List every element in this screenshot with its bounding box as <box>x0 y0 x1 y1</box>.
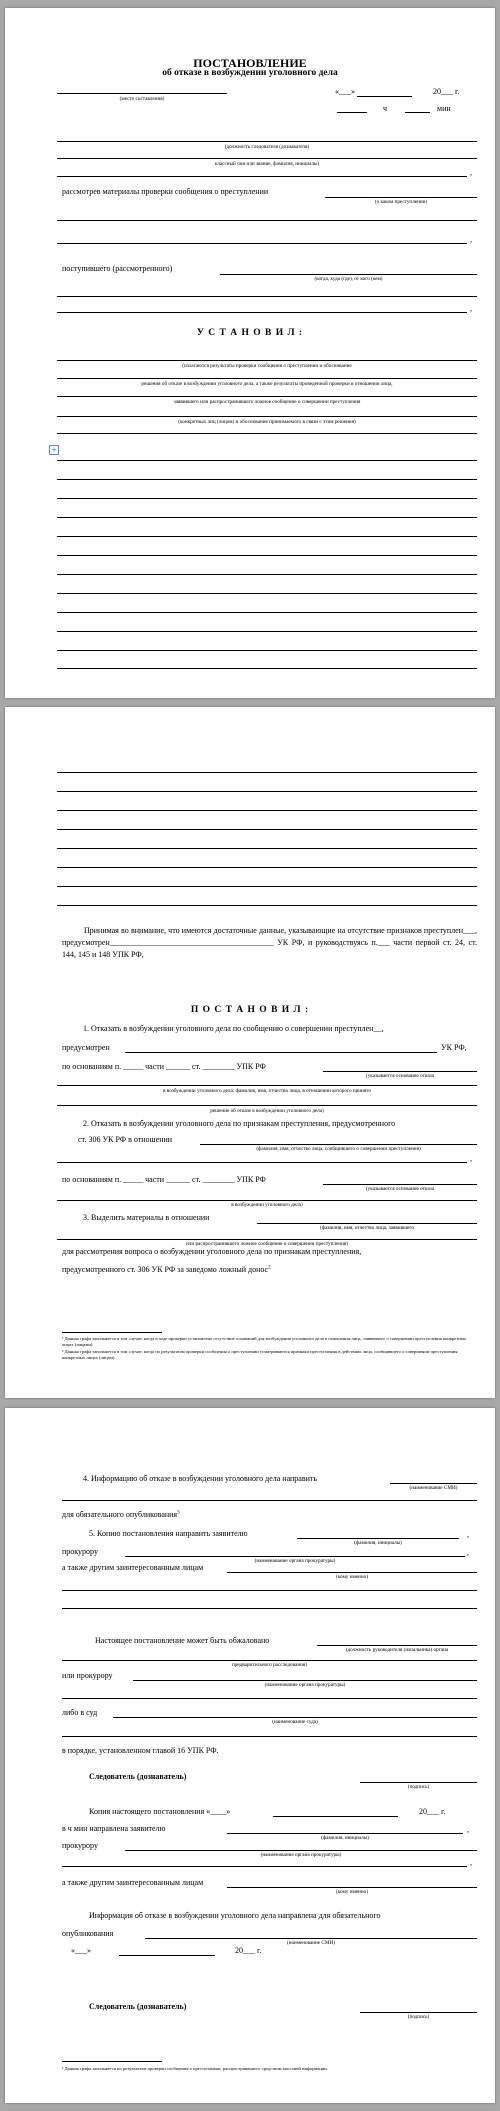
grounds-1: по основаниям п. _____ части ______ ст. ________ УПК РФ <box>62 1062 266 1071</box>
received-line-3[interactable] <box>57 312 467 313</box>
refusal-line[interactable] <box>57 1200 477 1201</box>
result-line-16[interactable] <box>57 650 477 651</box>
grounds-2: по основаниям п. _____ части ______ ст. ________ УПК РФ <box>62 1175 266 1184</box>
grounds-line[interactable] <box>323 1071 477 1072</box>
result-line-8[interactable] <box>57 498 477 499</box>
result-line-15[interactable] <box>57 631 477 632</box>
signature-caption-2: (подпись) <box>407 2014 430 2020</box>
comma: , <box>470 304 472 313</box>
minute-line[interactable] <box>405 112 430 113</box>
result-line-10[interactable] <box>57 536 477 537</box>
comma: , <box>467 1548 469 1557</box>
grounds-line-2[interactable] <box>323 1184 477 1185</box>
prelim-line[interactable] <box>62 1660 477 1661</box>
footnote-separator-3 <box>62 2061 162 2062</box>
provided-label: предусмотрен <box>62 1043 110 1052</box>
page-3 <box>5 1408 495 2103</box>
court-caption: (наименование суда) <box>272 1719 318 1725</box>
info-sent-label: Информация об отказе в возбуждении уголовного дела направлена для обязательного <box>89 1911 381 1920</box>
copy-sent-label: Копия настоящего постановления «____» <box>89 1807 231 1816</box>
item-3-article-text: предусмотренного ст. 306 УК РФ за заведомо ложный донос <box>62 1265 269 1274</box>
rank-line[interactable] <box>57 158 477 159</box>
person-caption-2: (фамилия, имя, отчество лица, заявившего <box>320 1225 414 1231</box>
date-day: «___» <box>335 87 355 96</box>
copy-others-line[interactable] <box>227 1887 477 1888</box>
cont-line-1[interactable] <box>57 772 477 773</box>
established-heading: У С Т А Н О В И Л : <box>196 328 304 338</box>
others-line-3[interactable] <box>62 1608 477 1609</box>
minute-label: мин <box>437 104 451 113</box>
item-5: 5. Копию постановления направить заявителю <box>89 1529 248 1538</box>
comma: , <box>470 1858 472 1867</box>
decision-caption: решение об отказе в возбуждении уголовного дела) <box>210 1108 324 1114</box>
page-1 <box>5 8 495 698</box>
received-line[interactable] <box>220 274 477 275</box>
others-label-2: а также другим заинтересованным лицам <box>62 1878 204 1887</box>
cont-line-7[interactable] <box>57 886 477 887</box>
instruction-2: решения об отказе в возбуждении уголовного дела, а также результаты проведенной проверки в отношении лица, <box>141 381 393 387</box>
published-label: опубликования <box>62 1929 114 1938</box>
or-prosecutor-caption: (наименование органа прокуратуры) <box>264 1682 346 1688</box>
result-line-7[interactable] <box>57 479 477 480</box>
crime-line-2[interactable] <box>57 220 477 221</box>
uk-label: УК РФ, <box>441 1043 467 1052</box>
person-line-3[interactable] <box>257 1223 477 1224</box>
comma: , <box>467 1825 469 1834</box>
item-4: 4. Информацию об отказе в возбуждении уголовного дела направить <box>83 1474 318 1483</box>
publish-label <box>62 1510 180 1519</box>
appeal-label: Настоящее постановление может быть обжаловано <box>95 1636 270 1645</box>
media-sent-caption: (наименование СМИ) <box>287 1940 335 1946</box>
result-line-1[interactable] <box>57 360 477 361</box>
result-line-5[interactable] <box>57 433 477 434</box>
instruction-4: (конкретных лиц (лицом) и обоснование принимаемого в связи с этим решения) <box>178 419 356 425</box>
instruction-1: (излагаются результаты проверки сообщения о преступлении и обоснование <box>182 363 352 369</box>
cont-line-3[interactable] <box>57 810 477 811</box>
name-line[interactable] <box>57 176 467 177</box>
person-line-2[interactable] <box>57 1162 467 1163</box>
document-title: ПОСТАНОВЛЕНИЕ <box>193 56 307 70</box>
others-line[interactable] <box>227 1572 477 1573</box>
prosecutor-label: прокурору <box>62 1547 98 1556</box>
signature-line[interactable] <box>360 1782 477 1783</box>
comma: , <box>467 1530 469 1539</box>
prosecutor-caption: (наименование органа прокуратуры) <box>254 1558 336 1564</box>
or-court-label: либо в суд <box>62 1708 98 1717</box>
signature-caption: (подпись) <box>407 1784 430 1790</box>
publish-text: для обязательного опубликования <box>62 1510 178 1519</box>
head-line[interactable] <box>317 1645 477 1646</box>
others-line-2[interactable] <box>62 1590 477 1591</box>
fio-caption: в возбуждении уголовного дела; фамилия, имя, отчество лица, в отношении которого принято <box>163 1088 371 1094</box>
result-line-11[interactable] <box>57 555 477 556</box>
copy-year: 20___ г. <box>419 1807 446 1816</box>
cont-line-2[interactable] <box>57 791 477 792</box>
hour-label: ч <box>383 104 388 113</box>
rank-caption: классный чин или звание, фамилия, инициалы) <box>214 161 320 167</box>
result-line-2[interactable] <box>57 378 477 379</box>
footnote-2: ² Данная графа заполняется в том случае, когда по результатам проверки сообщения о преступлении усматриваются признаки преступления в действиях лица, сообщившего о совершении преступления конкретных лицах (лицом). <box>62 1349 458 1360</box>
instruction-3: заявившего или распространившего ложное сообщение о совершении преступления <box>173 399 361 405</box>
others-caption: (кому именно) <box>336 1574 368 1580</box>
or-prosecutor-line-2[interactable] <box>62 1698 477 1699</box>
grounds-caption: (указывается основание отказа <box>365 1073 435 1079</box>
copy-others-caption: (кому именно) <box>336 1889 368 1895</box>
prelim-caption: предварительного расследования) <box>232 1662 307 1668</box>
resolved-heading: П О С Т А Н О В И Л : <box>190 1005 310 1015</box>
investigator-label-2: Следователь (дознаватель) <box>89 2002 187 2011</box>
footnote-mark-3: 3 <box>177 1510 180 1516</box>
investigator-label: Следователь (дознаватель) <box>89 1772 187 1781</box>
copy-date-line[interactable] <box>273 1816 398 1817</box>
item-2: 2. Отказать в возбуждении уголовного дела по признакам преступления, предусмотренного <box>83 1119 396 1128</box>
comma: , <box>470 1154 472 1163</box>
footnote-3: ³ Данная графа заполняется по результатам проверки сообщения о преступлении, распространенного средством массовой информации. <box>62 2066 328 2071</box>
or-prosecutor-label: или прокурору <box>62 1671 113 1680</box>
applicant-caption: (фамилия, инициалы) <box>354 1540 402 1546</box>
grounds-caption-2: (указывается основание отказа <box>365 1186 435 1192</box>
copy-prosecutor-line-2[interactable] <box>62 1866 467 1867</box>
court-line-2[interactable] <box>62 1736 477 1737</box>
item-3: 3. Выделить материалы в отношении <box>83 1213 210 1222</box>
media-sent-line[interactable] <box>145 1938 477 1939</box>
result-line-17[interactable] <box>57 668 477 669</box>
page-2 <box>5 707 495 1398</box>
article-line[interactable] <box>125 1052 437 1053</box>
result-line-13[interactable] <box>57 593 477 594</box>
cont-line-8[interactable] <box>57 905 477 906</box>
fio-line[interactable] <box>57 1085 477 1086</box>
copy-time-label: в ч мин направлена заявителю <box>62 1824 166 1833</box>
cont-line-6[interactable] <box>57 867 477 868</box>
crime-line-3[interactable] <box>57 243 467 244</box>
date-month-line[interactable] <box>357 96 412 97</box>
result-line-9[interactable] <box>57 517 477 518</box>
result-line-4[interactable] <box>57 416 477 417</box>
prosecutor-line[interactable] <box>125 1556 465 1557</box>
applicant-line[interactable] <box>297 1538 459 1539</box>
item-3-article <box>62 1265 271 1274</box>
comma: , <box>470 168 472 177</box>
footnote-mark-2: 2 <box>268 1265 271 1271</box>
copy-prosecutor-line[interactable] <box>125 1850 477 1851</box>
date-3-line[interactable] <box>119 1955 215 1956</box>
order-label: в порядке, установленном главой 16 УПК РФ. <box>62 1746 219 1755</box>
spread-caption: или распространившего ложное сообщение о совершении преступления) <box>186 1241 348 1247</box>
received-caption: (когда, куда (где), от кого (кем) <box>314 276 383 282</box>
consideration-paragraph: Принимая во внимание, что имеются достаточные данные, указывающие на отсутствие признаков преступлен___, предусмотрен_________________________________________ УК РФ, и руководствуясь п.___ части первой ст. 24, ст. 144, 145 и 148 УПК РФ, <box>62 926 477 959</box>
result-line-12[interactable] <box>57 574 477 575</box>
received-line-2[interactable] <box>57 296 477 297</box>
others-label: а также другим заинтересованным лицам <box>62 1563 204 1572</box>
result-line-6[interactable] <box>57 460 477 461</box>
footnote-1: ¹ Данная графа заполняется в том случае, когда в ходе проверки установлено отсутствие оснований для возбуждения уголовного дела в отношении лица, заявившего о совершении преступления конкретных лицах (лицами). <box>62 1336 467 1347</box>
person-caption: (фамилия, имя, отчество лица, сообщившего о совершении преступления) <box>256 1146 421 1152</box>
decision-line[interactable] <box>57 1105 477 1106</box>
comma: , <box>470 235 472 244</box>
prosecutor-label-2: прокурору <box>62 1841 98 1850</box>
signature-line-2[interactable] <box>360 2012 477 2013</box>
item-2-article: ст. 306 УК РФ в отношении <box>78 1135 173 1144</box>
item-1: 1. Отказать в возбуждении уголовного дела по сообщению о совершении преступлен__, <box>83 1024 384 1033</box>
date-year: 20___ г. <box>433 87 460 96</box>
result-line-14[interactable] <box>57 612 477 613</box>
copy-applicant-line[interactable] <box>227 1833 463 1834</box>
footnote-separator <box>62 1332 162 1333</box>
refusal-caption: в возбуждении уголовного дела) <box>231 1202 303 1208</box>
table-move-handle-icon[interactable]: + <box>49 445 59 455</box>
received-label: поступившего (рассмотренного) <box>62 264 173 273</box>
place-caption: (место составления) <box>119 96 165 102</box>
cont-line-4[interactable] <box>57 829 477 830</box>
crime-line[interactable] <box>325 197 477 198</box>
result-line-3[interactable] <box>57 396 477 397</box>
position-caption: (должность следователя (дознавателя) <box>224 144 310 150</box>
spread-line[interactable] <box>57 1239 477 1240</box>
person-line[interactable] <box>200 1144 477 1145</box>
cont-line-5[interactable] <box>57 848 477 849</box>
crime-caption: (о каком преступлении) <box>374 199 428 205</box>
court-line[interactable] <box>113 1717 477 1718</box>
document-subtitle: об отказе в возбуждении уголовного дела <box>162 68 338 78</box>
year-3: 20___ г. <box>235 1946 262 1955</box>
media-caption: (наименование СМИ) <box>409 1485 458 1491</box>
head-caption: (должность руководителя (начальника) органа <box>345 1647 449 1653</box>
date-3: «___» <box>71 1946 91 1955</box>
or-prosecutor-line[interactable] <box>133 1680 477 1681</box>
copy-applicant-caption: (фамилия, инициалы) <box>321 1835 369 1841</box>
media-line[interactable] <box>390 1483 477 1484</box>
position-line[interactable] <box>57 141 477 142</box>
place-line[interactable] <box>57 93 227 94</box>
hour-line[interactable] <box>337 112 367 113</box>
media-line-2[interactable] <box>62 1500 477 1501</box>
considered-label: рассмотрев материалы проверки сообщения о преступлении <box>62 187 269 196</box>
copy-prosecutor-caption: (наименование органа прокуратуры) <box>260 1852 342 1858</box>
item-3-purpose: для рассмотрения вопроса о возбуждении уголовного дела по признакам преступления, <box>62 1247 362 1256</box>
